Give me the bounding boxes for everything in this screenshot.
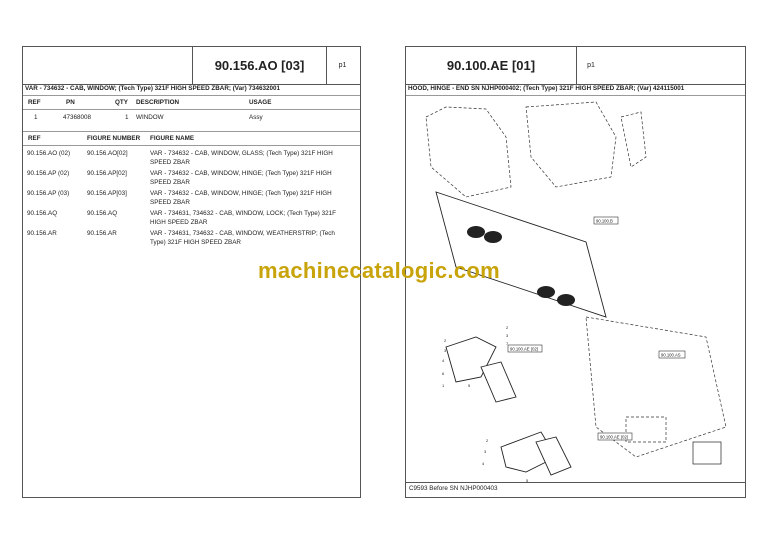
svg-text:3: 3 (506, 333, 509, 338)
svg-text:6: 6 (442, 371, 445, 376)
right-page-title: HOOD, HINGE - END SN NJHP000402; (Tech Type) 321F HIGH SPEED ZBAR; (Var) 424115001 (408, 85, 685, 92)
figure-number[interactable]: 90.156.AP[02] (87, 170, 127, 177)
svg-text:4: 4 (482, 461, 485, 466)
callout-hood: 90.100.B (596, 218, 613, 224)
left-page-code: 90.156.AO [03] (192, 47, 327, 84)
svg-text:4: 4 (442, 358, 445, 363)
fig-header-number: FIGURE NUMBER (87, 135, 141, 142)
figure-number[interactable]: 90.156.AQ (87, 210, 118, 217)
footer-text: C9593 Before SN NJHP000403 (409, 485, 498, 492)
parts-header-usage: USAGE (249, 99, 272, 106)
figure-name[interactable]: VAR - 734632 - CAB, WINDOW, HINGE; (Tech Type) 321F HIGH SPEED ZBAR (150, 170, 332, 186)
figure-number[interactable]: 90.156.AP[03] (87, 190, 127, 197)
fig-header-ref: REF (28, 135, 41, 142)
figure-name[interactable]: VAR - 734631, 734632 - CAB, WINDOW, LOCK; (Tech Type) 321F HIGH SPEED ZBAR (150, 210, 336, 226)
part-qty: 1 (125, 114, 129, 121)
figure-ref[interactable]: 90.156.AP (02) (27, 170, 70, 177)
figure-ref[interactable]: 90.156.AO (02) (27, 150, 71, 157)
svg-text:3: 3 (444, 348, 447, 353)
callout-panel: 90.100.AS (661, 352, 681, 358)
right-footer (406, 482, 745, 497)
figure-number[interactable]: 90.156.AO[02] (87, 150, 128, 157)
fig-header-name: FIGURE NAME (150, 135, 195, 142)
figure-name[interactable]: VAR - 734632 - CAB, WINDOW, HINGE; (Tech Type) 321F HIGH SPEED ZBAR (150, 190, 332, 206)
figure-ref[interactable]: 90.156.AR (27, 230, 57, 237)
parts-header-ref: REF (28, 99, 41, 106)
part-ref: 1 (34, 114, 38, 121)
svg-text:5: 5 (468, 383, 471, 388)
svg-text:7: 7 (506, 341, 509, 346)
svg-text:2: 2 (506, 325, 509, 330)
svg-text:2: 2 (486, 438, 489, 443)
parts-header-qty: QTY (115, 99, 128, 106)
part-desc: WINDOW (136, 114, 164, 121)
figure-ref[interactable]: 90.156.AQ (27, 210, 58, 217)
part-usage: Assy (249, 114, 263, 121)
exploded-parts-diagram (406, 97, 745, 482)
svg-text:5: 5 (526, 478, 529, 482)
figure-name[interactable]: VAR - 734632 - CAB, WINDOW, GLASS; (Tech Type) 321F HIGH SPEED ZBAR (150, 150, 333, 166)
right-page-number: p1 (587, 62, 595, 69)
parts-header-pn: PN (66, 99, 75, 106)
svg-text:2: 2 (444, 338, 447, 343)
left-page-title: VAR - 734632 - CAB, WINDOW; (Tech Type) 321F HIGH SPEED ZBAR; (Var) 734632001 (25, 85, 280, 92)
part-pn: 47368008 (63, 114, 92, 121)
callout-hinge-upper: 90.100.AE (02) (510, 346, 539, 352)
figure-ref[interactable]: 90.156.AP (03) (27, 190, 70, 197)
left-page-number: p1 (338, 62, 347, 69)
figure-number[interactable]: 90.156.AR (87, 230, 117, 237)
svg-text:3: 3 (484, 449, 487, 454)
right-header (406, 47, 745, 85)
svg-text:1: 1 (442, 383, 445, 388)
watermark: machinecatalogic.com (258, 258, 500, 283)
figure-name[interactable]: VAR - 734631, 734632 - CAB, WINDOW, WEATHERSTRIP; (Tech Type) 321F HIGH SPEED ZBAR (150, 230, 335, 246)
left-header (23, 47, 360, 85)
parts-header-desc: DESCRIPTION (136, 99, 180, 106)
right-page-code: 90.100.AE [01] (406, 47, 577, 84)
callout-hinge-lower: 90.100.AE (02) (600, 434, 629, 440)
